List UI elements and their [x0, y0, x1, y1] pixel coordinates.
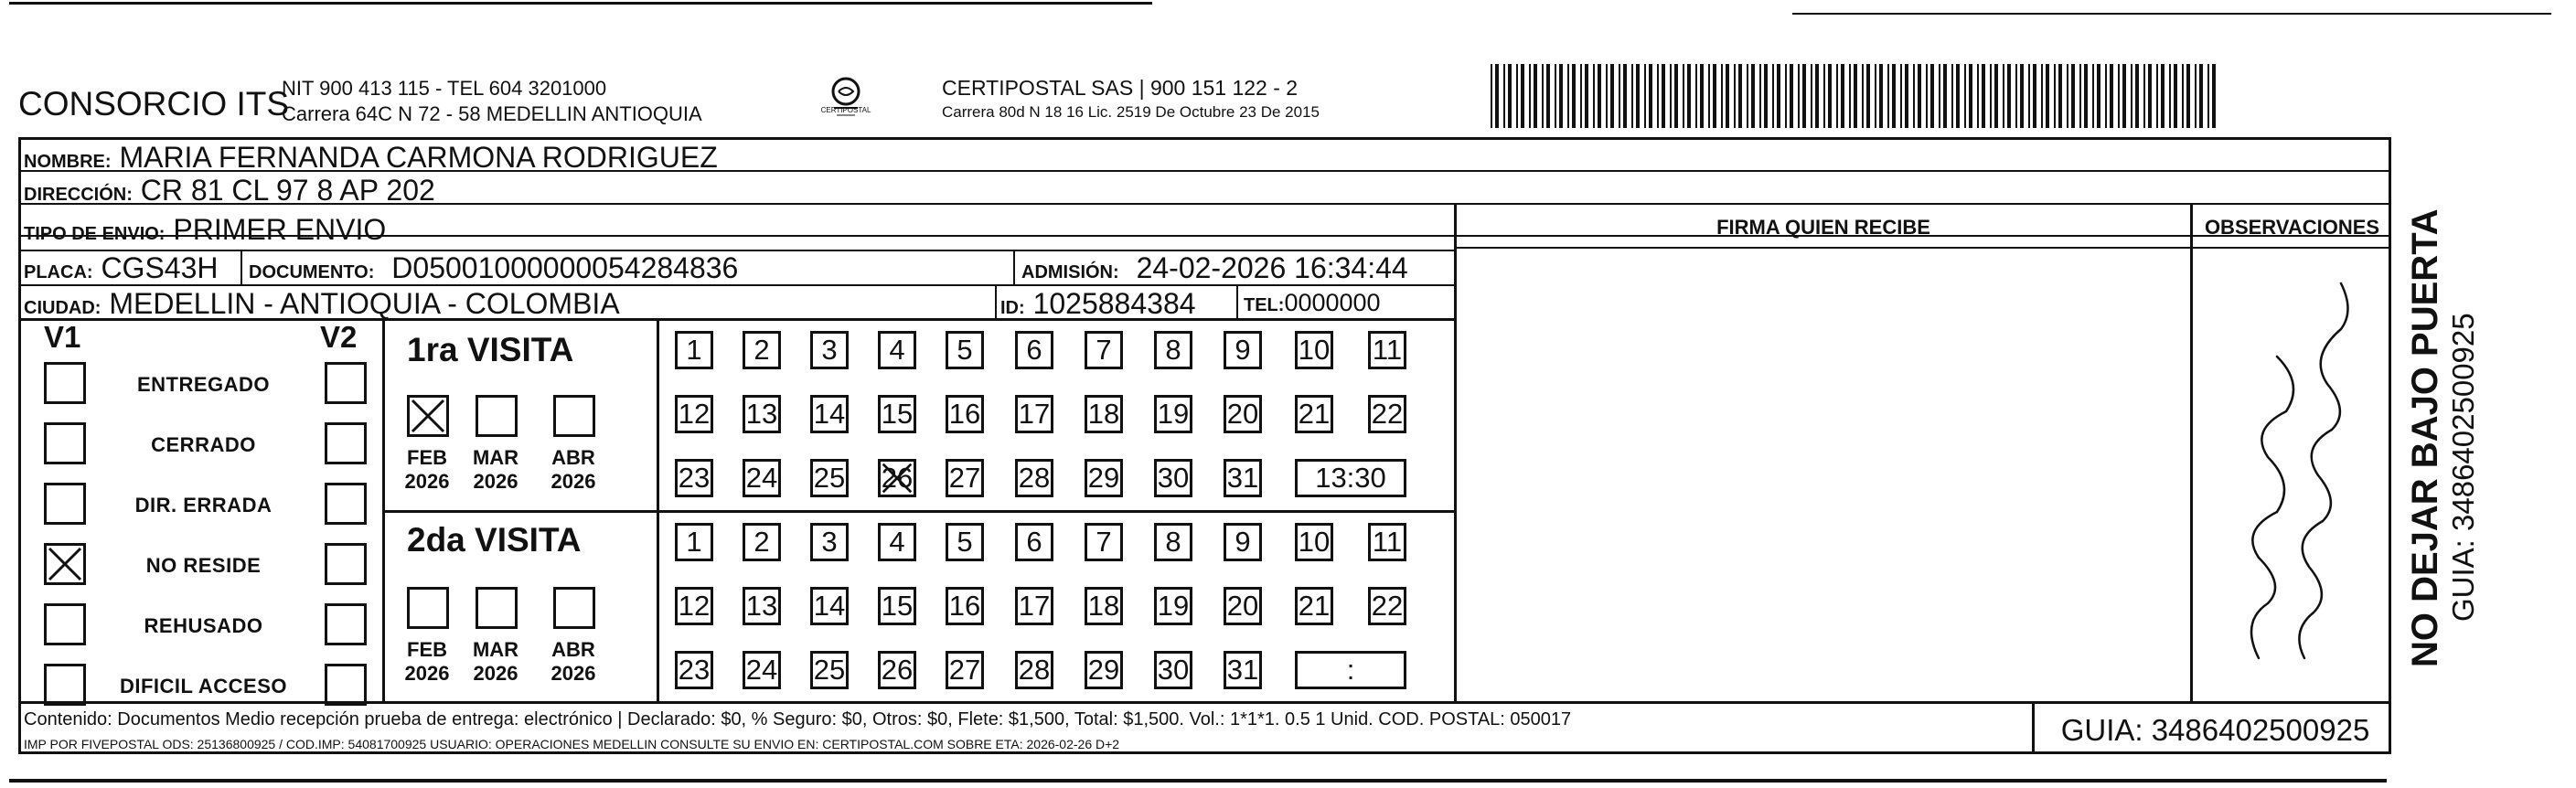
top-border-line	[9, 2, 1152, 5]
day-number: 17	[1018, 590, 1051, 622]
observaciones-handwriting	[2204, 256, 2387, 695]
day-box[interactable]	[1085, 395, 1123, 433]
day-box[interactable]	[675, 523, 713, 561]
day-box[interactable]	[743, 587, 781, 625]
day-number: 21	[1298, 398, 1331, 430]
day-number: 3	[821, 526, 838, 558]
time-box[interactable]: 13:30	[1295, 459, 1406, 497]
company-nit: NIT 900 413 115 - TEL 604 3201000	[282, 77, 607, 100]
admision-value: 24-02-2026 16:34:44	[1136, 251, 1408, 284]
tipo-value: PRIMER ENVIO	[173, 213, 387, 246]
day-box[interactable]	[675, 395, 713, 433]
day-box[interactable]	[810, 459, 849, 497]
placa-label: PLACA:	[24, 262, 93, 282]
id-label: ID:	[1000, 298, 1025, 318]
v2-checkbox[interactable]	[325, 664, 367, 706]
nombre-label: NOMBRE:	[24, 152, 112, 172]
day-box[interactable]	[878, 331, 916, 369]
certipostal-logo	[814, 73, 878, 128]
tipo-envio-row	[24, 213, 386, 247]
day-box[interactable]	[1154, 523, 1192, 561]
day-number: 14	[813, 398, 846, 430]
day-box[interactable]	[1368, 523, 1406, 561]
day-box[interactable]	[1085, 459, 1123, 497]
time-box[interactable]: :	[1295, 651, 1406, 689]
day-box[interactable]	[1368, 395, 1406, 433]
day-number: 26	[881, 654, 914, 686]
day-number: 17	[1018, 398, 1051, 430]
ciudad-cell	[24, 287, 620, 321]
day-number: 6	[1026, 334, 1042, 366]
day-box[interactable]	[1154, 587, 1192, 625]
day-number: 15	[881, 590, 914, 622]
day-box[interactable]	[810, 587, 849, 625]
visita1-title: 1ra VISITA	[407, 331, 574, 368]
day-box[interactable]	[1015, 395, 1053, 433]
day-box[interactable]	[675, 587, 713, 625]
day-number: 9	[1235, 334, 1251, 366]
day-box[interactable]	[743, 331, 781, 369]
v2-checkbox[interactable]	[325, 483, 367, 525]
day-number: 30	[1157, 462, 1190, 494]
day-number: 24	[745, 462, 778, 494]
visita2-title: 2da VISITA	[407, 521, 582, 559]
observaciones-header: OBSERVACIONES	[2204, 216, 2380, 239]
footer-imp: IMP POR FIVEPOSTAL ODS: 25136800925 / COD.IMP: 54081700925 USUARIO: OPERACIONES MEDELLIN CONSULTE SU ENVIO EN: CERTIPOSTAL.COM SOBRE ETA: 2026-02-26 D+2	[24, 737, 1120, 751]
day-number: 29	[1087, 462, 1120, 494]
day-box[interactable]	[1015, 651, 1053, 689]
month-label: ABR 2026	[550, 638, 596, 685]
month-checkbox[interactable]	[553, 587, 595, 629]
day-box[interactable]	[1295, 523, 1333, 561]
day-number: 1	[686, 334, 702, 366]
day-number: 28	[1018, 462, 1051, 494]
day-number: 29	[1087, 654, 1120, 686]
v1-checkbox[interactable]	[44, 362, 86, 404]
day-box[interactable]	[810, 331, 849, 369]
placa-cell	[24, 251, 218, 285]
day-box[interactable]	[946, 587, 984, 625]
logo-caption: CERTIPOSTAL	[820, 106, 871, 114]
day-number: 25	[813, 654, 846, 686]
direccion-row	[24, 174, 435, 208]
day-box[interactable]	[946, 331, 984, 369]
day-box[interactable]	[1154, 459, 1192, 497]
id-value: 1025884384	[1032, 287, 1196, 320]
day-number: 6	[1026, 526, 1042, 558]
day-box[interactable]	[946, 395, 984, 433]
day-number: 13	[745, 398, 778, 430]
v2-label: V2	[320, 320, 358, 354]
v1-checkbox[interactable]	[44, 422, 86, 464]
footer-guia: GUIA: 3486402500925	[2060, 713, 2370, 747]
day-number: 28	[1018, 654, 1051, 686]
month-checkbox[interactable]	[553, 395, 595, 437]
v1-checkbox[interactable]	[44, 603, 86, 645]
admision-label: ADMISIÓN:	[1021, 262, 1119, 282]
day-number: 18	[1087, 398, 1120, 430]
day-number: 5	[957, 334, 973, 366]
firma-header: FIRMA QUIEN RECIBE	[1716, 216, 1930, 239]
v1-checkbox[interactable]	[44, 664, 86, 706]
day-box[interactable]	[878, 651, 916, 689]
day-box[interactable]	[1154, 331, 1192, 369]
day-number: 19	[1157, 590, 1190, 622]
day-box[interactable]	[878, 459, 916, 497]
placa-value: CGS43H	[101, 251, 219, 284]
direccion-value: CR 81 CL 97 8 AP 202	[140, 174, 435, 207]
day-number: 16	[948, 590, 981, 622]
v2-checkbox[interactable]	[325, 422, 367, 464]
direccion-label: DIRECCIÓN:	[24, 185, 133, 205]
day-number: 10	[1298, 334, 1331, 366]
day-box[interactable]	[1295, 395, 1333, 433]
carrier-name: CERTIPOSTAL SAS | 900 151 122 - 2	[942, 76, 1299, 100]
day-number: 25	[813, 462, 846, 494]
day-number: 4	[889, 334, 905, 366]
day-number: 27	[948, 654, 981, 686]
id-cell	[1000, 287, 1196, 321]
day-number: 8	[1165, 334, 1181, 366]
tipo-label: TIPO DE ENVIO:	[24, 224, 166, 244]
company-address: Carrera 64C N 72 - 58 MEDELLIN ANTIOQUIA	[282, 102, 702, 125]
no-dejar-bajo-puerta: NO DEJAR BAJO PUERTA	[2405, 208, 2445, 667]
admision-cell	[1021, 251, 1408, 285]
day-box[interactable]	[1015, 587, 1053, 625]
day-box[interactable]	[878, 523, 916, 561]
day-box[interactable]	[1224, 587, 1262, 625]
side-warning-text	[2405, 155, 2481, 667]
barcode	[1491, 64, 2222, 128]
day-number: 20	[1226, 590, 1259, 622]
v2-checkbox[interactable]	[325, 362, 367, 404]
day-number: 11	[1372, 526, 1403, 558]
day-box[interactable]	[1224, 331, 1262, 369]
nombre-row	[24, 141, 718, 175]
v1-checkbox[interactable]	[44, 543, 86, 585]
day-box[interactable]	[1224, 651, 1262, 689]
v1-checkbox[interactable]	[44, 483, 86, 525]
month-label: FEB 2026	[404, 446, 450, 493]
nombre-value: MARIA FERNANDA CARMONA RODRIGUEZ	[119, 141, 718, 174]
day-box[interactable]	[1015, 459, 1053, 497]
day-box[interactable]	[1224, 523, 1262, 561]
company-name: CONSORCIO ITS	[18, 85, 290, 122]
tel-cell	[1244, 289, 1381, 317]
day-box[interactable]	[743, 459, 781, 497]
day-number: 7	[1096, 526, 1112, 558]
carrier-address: Carrera 80d N 18 16 Lic. 2519 De Octubre 23 De 2015	[942, 103, 1320, 121]
day-number: 20	[1226, 398, 1259, 430]
day-box[interactable]	[878, 587, 916, 625]
status-option-label: NO RESIDE	[145, 554, 262, 577]
day-box[interactable]	[1154, 651, 1192, 689]
day-box[interactable]	[675, 651, 713, 689]
day-number: 8	[1165, 526, 1181, 558]
footer-contenido: Contenido: Documentos Medio recepción prueba de entrega: electrónico | Declarado: $0, % Seguro: $0, Otros: $0, Flete: $1,500, Total: $1,500. Vol.: 1*1*1. 0.5 1 Unid. COD. POSTAL: 050017	[24, 709, 1572, 729]
day-box[interactable]	[1015, 331, 1053, 369]
day-box[interactable]	[1085, 651, 1123, 689]
month-label: MAR 2026	[472, 638, 519, 685]
v2-checkbox[interactable]	[325, 543, 367, 585]
ciudad-value: MEDELLIN - ANTIOQUIA - COLOMBIA	[109, 287, 620, 320]
documento-value: D05001000000054284836	[391, 251, 739, 284]
day-box[interactable]	[743, 651, 781, 689]
day-box[interactable]	[1085, 331, 1123, 369]
day-box[interactable]	[1368, 587, 1406, 625]
day-box[interactable]	[946, 523, 984, 561]
day-box[interactable]	[878, 395, 916, 433]
day-number: 31	[1226, 654, 1259, 686]
day-number: 23	[678, 462, 711, 494]
day-number: 12	[678, 590, 711, 622]
month-checkbox[interactable]	[407, 395, 449, 437]
day-box[interactable]	[675, 331, 713, 369]
ciudad-label: CIUDAD:	[24, 298, 102, 318]
day-box[interactable]	[1015, 523, 1053, 561]
day-box[interactable]	[743, 395, 781, 433]
status-option-label: DIFICIL ACCESO	[119, 675, 287, 697]
day-number: 21	[1298, 590, 1331, 622]
day-number: 14	[813, 590, 846, 622]
month-checkbox[interactable]	[407, 587, 449, 629]
status-option-label: ENTREGADO	[136, 373, 271, 396]
day-number: 23	[678, 654, 711, 686]
day-box[interactable]	[946, 459, 984, 497]
day-number: 30	[1157, 654, 1190, 686]
status-option-label: REHUSADO	[144, 614, 263, 637]
day-box[interactable]	[1154, 395, 1192, 433]
day-number: 11	[1372, 334, 1403, 366]
day-number: 2	[754, 526, 770, 558]
day-number: 27	[948, 462, 981, 494]
day-box[interactable]	[810, 651, 849, 689]
day-number: 1	[686, 526, 702, 558]
day-box[interactable]	[946, 651, 984, 689]
day-number: 10	[1298, 526, 1331, 558]
month-checkbox[interactable]	[476, 395, 518, 437]
v2-checkbox[interactable]	[325, 603, 367, 645]
day-box[interactable]	[810, 523, 849, 561]
status-option-label: DIR. ERRADA	[134, 494, 273, 516]
day-number: 22	[1371, 590, 1404, 622]
day-number: 31	[1226, 462, 1259, 494]
day-number: 12	[678, 398, 711, 430]
day-number: 24	[745, 654, 778, 686]
day-number: 22	[1371, 398, 1404, 430]
month-label: FEB 2026	[404, 638, 450, 685]
day-number: 7	[1096, 334, 1112, 366]
status-option-label: CERRADO	[151, 433, 256, 456]
day-number: 18	[1087, 590, 1120, 622]
day-box[interactable]	[1295, 587, 1333, 625]
day-number: 16	[948, 398, 981, 430]
day-number: 3	[821, 334, 838, 366]
day-box[interactable]	[1085, 587, 1123, 625]
day-number: 2	[754, 334, 770, 366]
tel-value: 0000000	[1284, 289, 1381, 316]
day-box[interactable]	[675, 459, 713, 497]
day-number: 5	[957, 526, 973, 558]
month-checkbox[interactable]	[476, 587, 518, 629]
day-box[interactable]	[1224, 459, 1262, 497]
top-border-line-right	[1792, 13, 2551, 15]
tel-label: TEL:	[1244, 295, 1285, 315]
month-label: MAR 2026	[472, 446, 519, 493]
v1-label: V1	[44, 320, 81, 354]
day-box[interactable]	[1295, 331, 1333, 369]
documento-label: DOCUMENTO:	[249, 262, 375, 282]
day-box[interactable]	[743, 523, 781, 561]
day-box[interactable]	[1224, 395, 1262, 433]
documento-cell	[249, 251, 738, 285]
day-number: 19	[1157, 398, 1190, 430]
day-box[interactable]	[1368, 331, 1406, 369]
day-number: 26	[881, 462, 914, 494]
day-box[interactable]	[810, 395, 849, 433]
day-number: 15	[881, 398, 914, 430]
month-label: ABR 2026	[550, 446, 596, 493]
day-number: 13	[745, 590, 778, 622]
day-number: 9	[1235, 526, 1251, 558]
day-box[interactable]	[1085, 523, 1123, 561]
side-guia: GUIA: 3486402500925	[2446, 313, 2480, 622]
day-number: 4	[889, 526, 905, 558]
